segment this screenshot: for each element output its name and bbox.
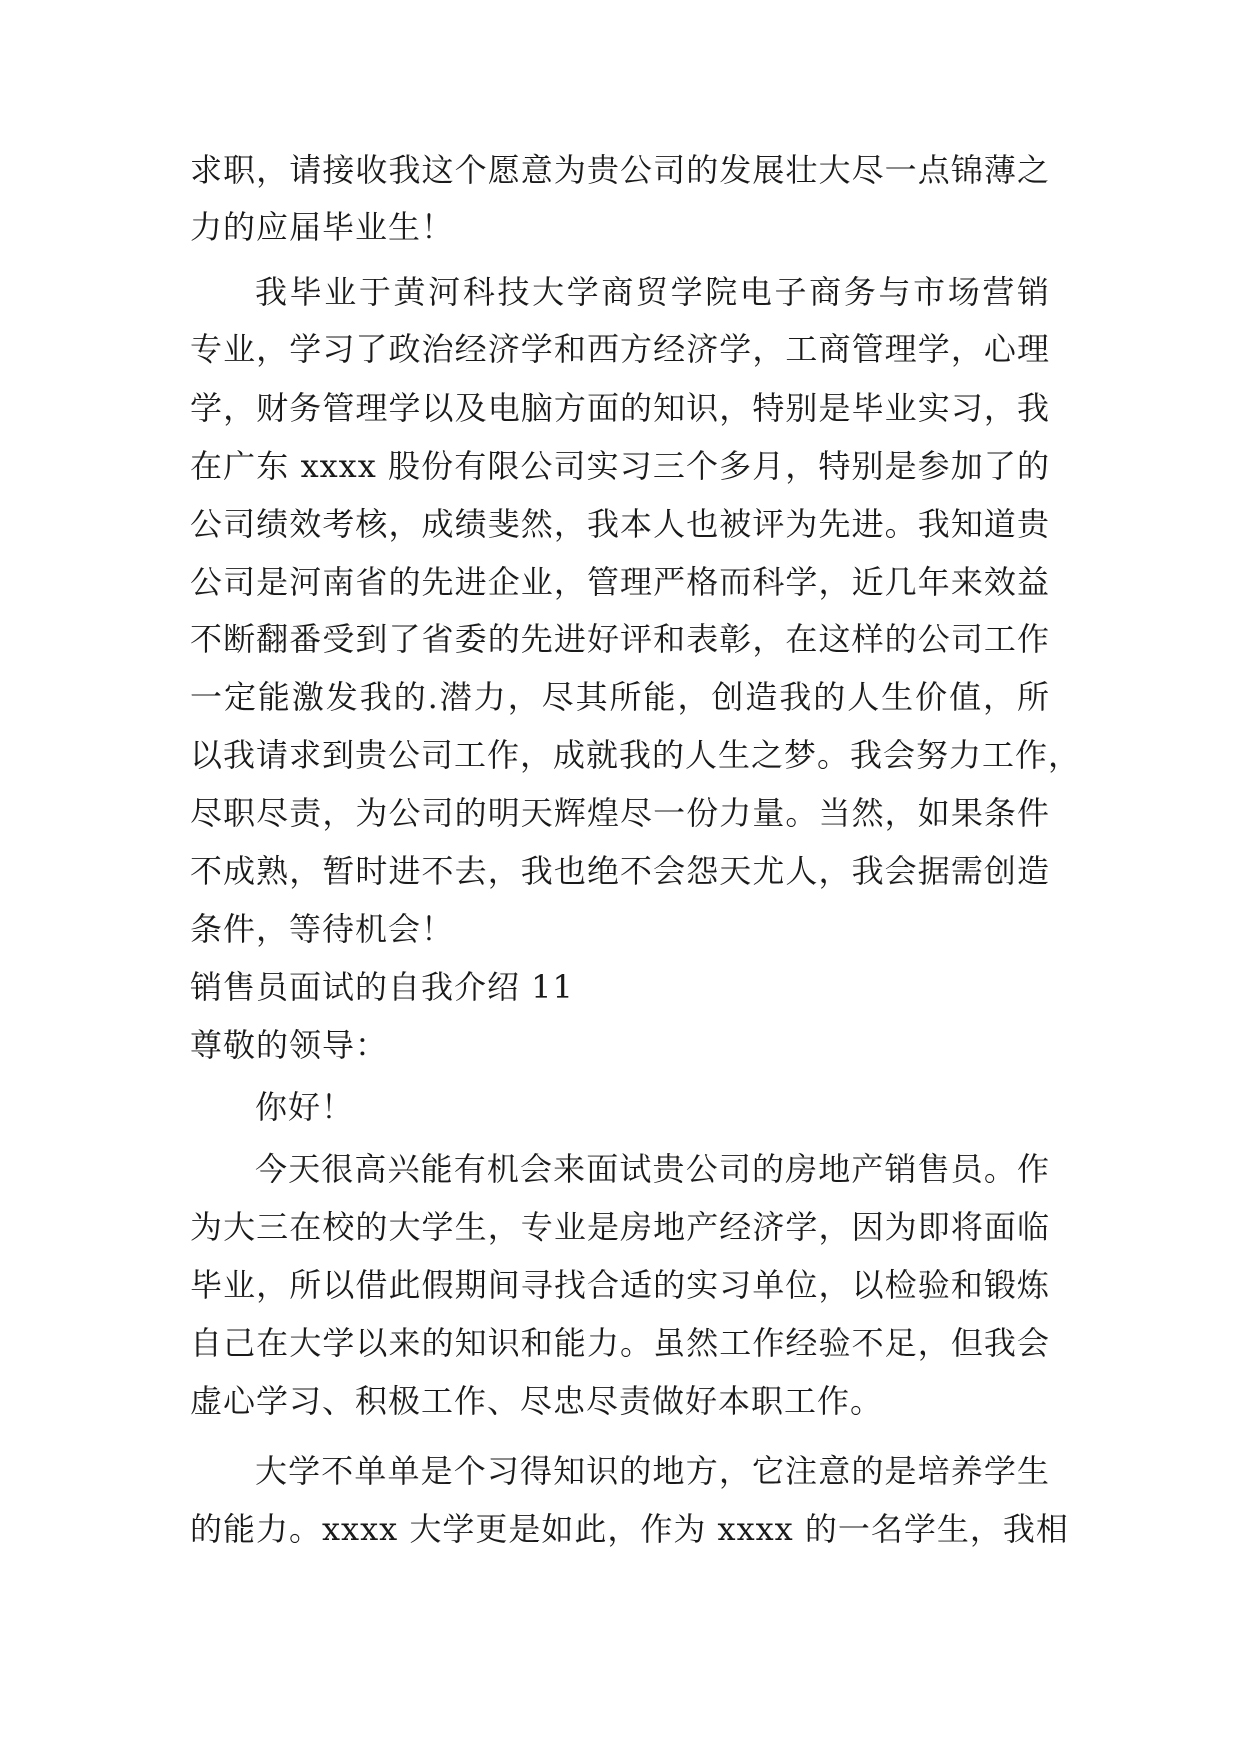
text-line: 不断翻番受到了省委的先进好评和表彰，在这样的公司工作 — [190, 620, 1050, 658]
text-line: 公司是河南省的先进企业，管理严格而科学，近几年来效益 — [190, 563, 1050, 601]
text-line: 不成熟，暂时进不去，我也绝不会怨天尤人，我会据需创造 — [190, 852, 1050, 890]
text-line: 求职，请接收我这个愿意为贵公司的发展壮大尽一点锦薄之 — [190, 151, 1050, 189]
text-line: 在广东 xxxx 股份有限公司实习三个多月，特别是参加了的 — [190, 447, 1050, 485]
text-line: 尽职尽责，为公司的明天辉煌尽一份力量。当然，如果条件 — [190, 794, 1050, 832]
text-line: 公司绩效考核，成绩斐然，我本人也被评为先进。我知道贵 — [190, 505, 1050, 543]
text-line: 自己在大学以来的知识和能力。虽然工作经验不足，但我会 — [190, 1324, 1050, 1362]
text-line: 学，财务管理学以及电脑方面的知识，特别是毕业实习，我 — [190, 389, 1050, 427]
text-line: 的能力。xxxx 大学更是如此，作为 xxxx 的一名学生，我相 — [190, 1510, 1069, 1548]
text-line: 虚心学习、积极工作、尽忠尽责做好本职工作。 — [190, 1382, 884, 1420]
text-line: 专业，学习了政治经济学和西方经济学，工商管理学，心理 — [190, 330, 1050, 368]
greeting: 你好！ — [255, 1088, 355, 1126]
text-line: 为大三在校的大学生，专业是房地产经济学，因为即将面临 — [190, 1208, 1050, 1246]
salutation: 尊敬的领导： — [190, 1026, 389, 1064]
text-line: 条件，等待机会！ — [190, 910, 455, 948]
text-line: 大学不单单是个习得知识的地方，它注意的是培养学生 — [255, 1452, 1050, 1490]
text-line: 毕业，所以借此假期间寻找合适的实习单位，以检验和锻炼 — [190, 1266, 1050, 1304]
text-line: 力的应届毕业生！ — [190, 208, 455, 246]
text-line: 以我请求到贵公司工作，成就我的人生之梦。我会努力工作， — [190, 736, 1082, 774]
section-heading: 销售员面试的自我介绍 11 — [190, 968, 574, 1006]
text-line: 我毕业于黄河科技大学商贸学院电子商务与市场营销 — [255, 273, 1050, 311]
text-line: 今天很高兴能有机会来面试贵公司的房地产销售员。作 — [255, 1150, 1050, 1188]
text-line: 一定能激发我的.潜力，尽其所能，创造我的人生价值，所 — [190, 678, 1050, 716]
